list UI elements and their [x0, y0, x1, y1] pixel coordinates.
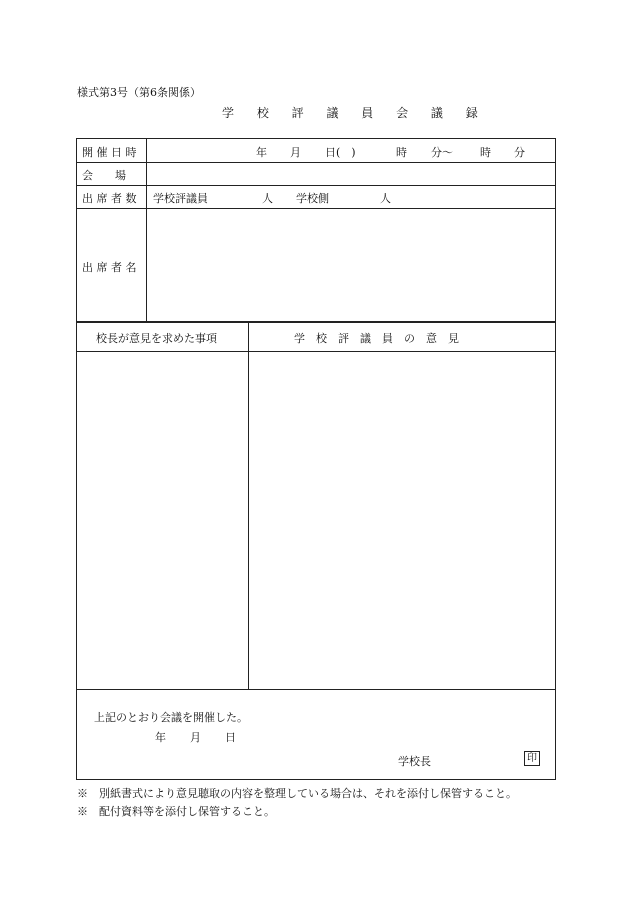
footer-year-label: 年	[155, 731, 166, 744]
row-divider	[76, 689, 556, 690]
attendee-count-label: 出 席 者 数	[82, 192, 137, 205]
person-unit: 人	[380, 192, 391, 205]
start-hour-label: 時	[396, 146, 407, 159]
school-side-count-label: 学校側	[296, 192, 329, 205]
start-minute-label: 分～	[431, 146, 453, 159]
row-divider	[76, 321, 556, 323]
note-attach-materials: ※ 配付資料等を添付し保管すること。	[77, 805, 275, 818]
note-attach-form: ※ 別紙書式により意見聴取の内容を整理している場合は、それを添付し保管すること。	[77, 787, 517, 800]
end-minute-label: 分	[514, 146, 525, 159]
councilor-opinions-header: 学 校 評 議 員 の 意 見	[294, 332, 459, 345]
row-divider	[76, 162, 556, 163]
row-divider	[76, 208, 556, 209]
principal-label: 学校長	[398, 755, 431, 768]
attendee-names-label: 出 席 者 名	[82, 261, 137, 274]
footer-day-label: 日	[225, 731, 236, 744]
held-statement: 上記のとおり会議を開催した。	[94, 711, 248, 724]
footer-month-label: 月	[190, 731, 201, 744]
row-divider	[76, 351, 556, 352]
record-form-table	[76, 138, 556, 780]
opinion-column-divider	[248, 322, 249, 689]
date-year-label: 年	[256, 146, 267, 159]
seal-icon: 印	[524, 751, 540, 766]
row-divider	[76, 185, 556, 186]
label-column-divider	[146, 138, 147, 322]
venue-label: 会 場	[82, 169, 126, 182]
principal-questions-header: 校長が意見を求めた事項	[96, 332, 217, 345]
document-title: 学 校 評 議 員 会 議 録	[222, 106, 488, 120]
meeting-date-label: 開 催 日 時	[82, 146, 137, 159]
form-number: 様式第3号（第6条関係）	[77, 86, 201, 99]
end-hour-label: 時	[480, 146, 491, 159]
date-month-label: 月	[290, 146, 301, 159]
councilor-count-label: 学校評議員	[153, 192, 208, 205]
person-unit: 人	[262, 192, 273, 205]
date-day-label: 日( )	[325, 146, 356, 159]
